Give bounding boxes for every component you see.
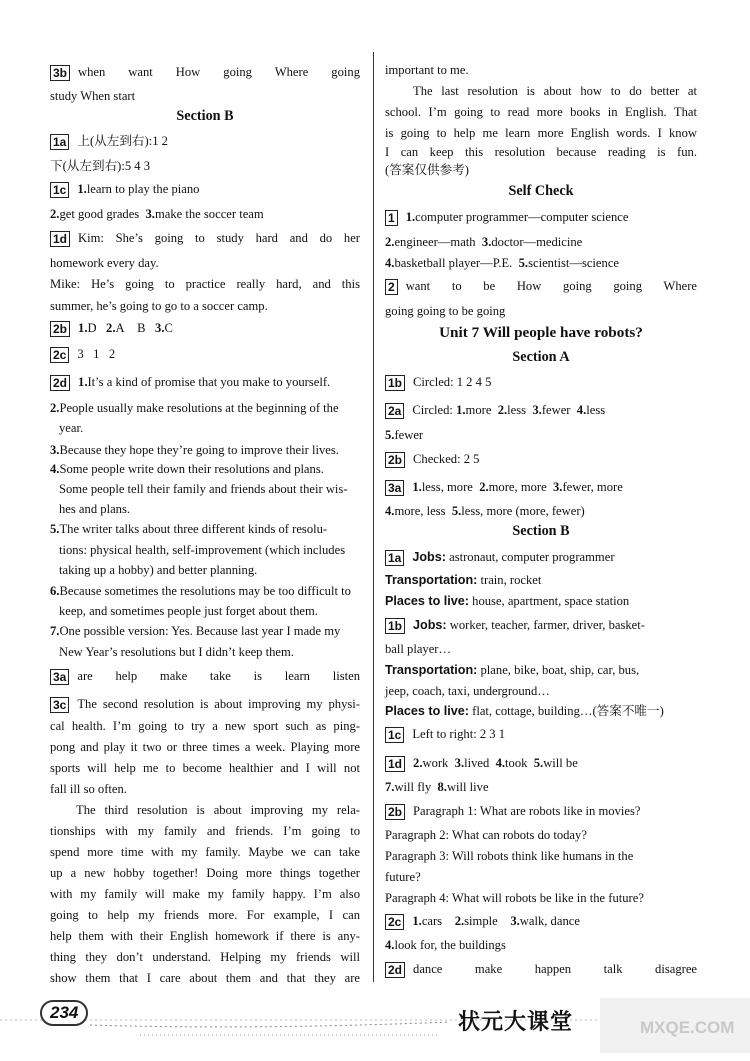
text: Paragraph 1: What are robots like in movies? — [413, 804, 641, 818]
line: up a new hobby together! Doing more things together — [50, 866, 360, 880]
line: summer, he’s going to go to a soccer camp. — [50, 299, 268, 313]
text: scientist—science — [528, 256, 620, 270]
exercise-box-2d: 2d — [50, 375, 70, 391]
answer: less — [586, 403, 606, 417]
answer: took — [505, 756, 528, 770]
line-3a-a: 3a 1.less, more 2.more, more 3.fewer, more — [385, 479, 623, 496]
line: Paragraph 4: What will robots be like in the future? — [385, 891, 644, 905]
line: school. I’m going to read more books in English. That — [385, 105, 697, 119]
section-b2-heading: Section B — [512, 523, 570, 539]
line: with my family will make my family happy. I’m also — [50, 887, 360, 901]
line: 5.fewer — [385, 428, 424, 442]
line: 4.basketball player—P.E. 5.scientist—science — [385, 256, 620, 270]
exercise-box-2b: 2b — [385, 804, 405, 820]
exercise-box-1d: 1d — [385, 756, 405, 772]
text: 3 1 2 — [77, 347, 116, 361]
text: want to be How going going Where — [405, 279, 697, 293]
answer: will live — [446, 780, 489, 794]
line: 2.engineer—math 3.doctor—medicine — [385, 235, 583, 249]
text: Some people write down their resolutions and plans. — [59, 462, 324, 476]
exercise-box-2d: 2d — [385, 962, 405, 978]
exercise-box-1b: 1b — [385, 375, 405, 391]
text: Circled: — [412, 403, 457, 417]
line-1a-b — [385, 549, 615, 566]
watermark: MXQE.COM — [640, 1018, 735, 1037]
page-number: 234 — [40, 1000, 88, 1026]
line: homework every day. — [50, 256, 159, 270]
text: dance make happen talk disagree — [413, 962, 697, 976]
text: when want How going Where going — [78, 65, 360, 79]
line: tions: physical health, self-improvement (which includes — [59, 543, 346, 557]
line: 5.The writer talks about three different kinds of resolu- — [50, 522, 328, 536]
answer: less — [507, 403, 527, 417]
text: Checked: 2 5 — [413, 452, 480, 466]
exercise-box-1b: 1b — [385, 618, 405, 634]
line-sc2 — [385, 278, 697, 295]
line-1b — [385, 374, 491, 391]
exercise-box-3b: 3b — [50, 65, 70, 81]
exercise-box-1a: 1a — [385, 550, 404, 566]
line-1c: 1c 1.learn to play the piano — [50, 181, 199, 198]
line-2c — [50, 346, 115, 363]
answer: more, more — [488, 480, 547, 494]
line: (答案仅供参考) — [385, 163, 469, 177]
line-2b-a — [385, 451, 479, 468]
line: hes and plans. — [59, 502, 130, 516]
line: fall ill so often. — [50, 782, 127, 796]
text: Kim: She’s going to study hard and do her — [78, 231, 360, 245]
answer: fewer — [394, 428, 424, 442]
line — [385, 662, 639, 678]
text: get good grades — [59, 207, 140, 221]
exercise-box-2b: 2b — [385, 452, 405, 468]
unit-7-heading: Unit 7 Will people have robots? — [439, 324, 643, 341]
line: Mike: He’s going to practice really hard, and this — [50, 277, 360, 291]
brand-logo: 状元大课堂 — [458, 1010, 574, 1035]
exercise-box-2a: 2a — [385, 403, 404, 419]
text: Circled: 1 2 4 5 — [413, 375, 492, 389]
line: keep, and sometimes people just forget about them. — [59, 604, 318, 618]
line: Paragraph 2: What can robots do today? — [385, 828, 587, 842]
line: spend more time with my family. Maybe we can take — [50, 845, 360, 859]
answer: look for, the buildings — [394, 938, 506, 952]
line-2a: 2a Circled: 1.more 2.less 3.fewer 4.less — [385, 402, 605, 419]
text: house, apartment, space station — [469, 594, 630, 608]
line: 2.People usually make resolutions at the beginning of the — [50, 401, 339, 415]
line: I can keep this resolution because reading is fun. — [385, 145, 697, 159]
line: The third resolution is about improving my rela- — [76, 803, 360, 817]
text: Because they hope they’re going to improve their lives. — [59, 443, 339, 457]
answer: walk, dance — [519, 914, 580, 928]
line: 7.will fly 8.will live — [385, 780, 489, 794]
line-2d: 2d 1.It’s a kind of promise that you make to yourself. — [50, 374, 330, 391]
line: jeep, coach, taxi, underground… — [385, 684, 550, 698]
answer: less, more (more, fewer) — [461, 504, 585, 518]
label: Places to live: — [385, 594, 469, 608]
line: cal health. I’m going to try a new sport such as ping- — [50, 719, 360, 733]
exercise-box-1d: 1d — [50, 231, 70, 247]
line: important to me. — [385, 63, 469, 77]
line: going to help my friends more. For example, I can — [50, 908, 360, 922]
answer: more — [465, 403, 492, 417]
line-1b-b — [385, 617, 645, 634]
line — [385, 593, 629, 609]
text: astronaut, computer programmer — [445, 550, 615, 564]
exercise-box-2: 2 — [385, 279, 398, 295]
label: Transportation: — [385, 663, 478, 677]
text: The second resolution is about improving my physi- — [77, 697, 360, 711]
line: future? — [385, 870, 421, 884]
line: help them with their English homework if there is any- — [50, 929, 360, 943]
text: Left to right: 2 3 1 — [412, 727, 506, 741]
line: 4.look for, the buildings — [385, 938, 506, 952]
line: Some people tell their family and friends about their wis- — [59, 482, 348, 496]
line: study When start — [50, 89, 136, 103]
text: learn to play the piano — [86, 182, 200, 196]
exercise-box-2c: 2c — [385, 914, 404, 930]
answer: more, less — [394, 504, 446, 518]
text: 上(从左到右):1 2 — [77, 134, 168, 148]
line: New Year’s resolutions but I didn’t keep them. — [59, 645, 294, 659]
answer: fewer, more — [562, 480, 623, 494]
line — [385, 703, 664, 719]
exercise-box-1a: 1a — [50, 134, 69, 150]
line-1c-b — [385, 726, 505, 743]
line: The last resolution is about how to do better at — [413, 84, 697, 98]
line: 7.One possible version: Yes. Because last year I made my — [50, 624, 341, 638]
line-3c — [50, 696, 360, 713]
line: 下(从左到右):5 4 3 — [50, 159, 151, 173]
text: It’s a kind of promise that you make to yourself. — [87, 375, 331, 389]
line-2b-b — [385, 803, 640, 820]
exercise-box-3a: 3a — [385, 480, 404, 496]
line-2b: 2b 1.D 2.A B 3.C — [50, 320, 173, 337]
line: going going to be going — [385, 304, 506, 318]
text: People usually make resolutions at the beginning of the — [59, 401, 339, 415]
text: computer programmer—computer science — [415, 210, 629, 224]
text: Because sometimes the resolutions may be too difficult to — [59, 584, 351, 598]
exercise-box-1c: 1c — [385, 727, 404, 743]
line: 4.Some people write down their resolutions and plans. — [50, 462, 324, 476]
self-check-heading: Self Check — [508, 183, 574, 199]
section-b-heading: Section B — [176, 108, 234, 124]
line-1d-b: 1d 2.work 3.lived 4.took 5.will be — [385, 755, 578, 772]
text: doctor—medicine — [491, 235, 583, 249]
line — [385, 572, 541, 588]
label: Transportation: — [385, 573, 478, 587]
line: show them that I care about them and that they are — [50, 971, 360, 985]
label: Places to live: — [385, 704, 469, 718]
column-divider — [373, 52, 374, 982]
line-1d — [50, 230, 360, 247]
text: The writer talks about three different kinds of resolu- — [59, 522, 328, 536]
answer: will fly — [394, 780, 432, 794]
exercise-box-3a: 3a — [50, 669, 69, 685]
text: One possible version: Yes. Because last year I made my — [59, 624, 341, 638]
exercise-box-1c: 1c — [50, 182, 69, 198]
exercise-box-2b: 2b — [50, 321, 70, 337]
line: Paragraph 3: Will robots think like humans in the — [385, 849, 634, 863]
line: year. — [59, 421, 84, 435]
line: is going to help me learn more English words. I know — [385, 126, 697, 140]
answer: fewer — [541, 403, 571, 417]
answer: less, more — [421, 480, 473, 494]
text: basketball player—P.E. — [394, 256, 513, 270]
text: engineer—math — [394, 235, 476, 249]
answer: will be — [543, 756, 578, 770]
line: 2.get good grades 3.make the soccer team — [50, 207, 264, 221]
answer: work — [422, 756, 449, 770]
line: ball player… — [385, 642, 452, 656]
exercise-box-3c: 3c — [50, 697, 69, 713]
line: 4.more, less 5.less, more (more, fewer) — [385, 504, 585, 518]
exercise-box-1: 1 — [385, 210, 398, 226]
line: tionships with my family and friends. I’m going to — [50, 824, 360, 838]
answer: lived — [464, 756, 490, 770]
line-3b — [50, 64, 360, 81]
line-3a — [50, 668, 360, 685]
line: thing they don’t understand. Helping my friends will — [50, 950, 360, 964]
label: Jobs: — [413, 618, 447, 632]
line: sports will help me to become healthier and I will not — [50, 761, 360, 775]
text: worker, teacher, farmer, driver, basket- — [446, 618, 645, 632]
text: plane, bike, boat, ship, car, bus, — [477, 663, 640, 677]
exercise-box-2c: 2c — [50, 347, 69, 363]
answer: cars — [421, 914, 443, 928]
line: 6.Because sometimes the resolutions may be too difficult to — [50, 584, 351, 598]
text: flat, cottage, building…(答案不唯一) — [469, 704, 664, 718]
answer: simple — [464, 914, 498, 928]
label: Jobs: — [412, 550, 446, 564]
line: 3.Because they hope they’re going to improve their lives. — [50, 443, 339, 457]
line-2d-b — [385, 961, 697, 978]
line-1a — [50, 133, 168, 150]
text: train, rocket — [477, 573, 542, 587]
text: are help make take is learn listen — [77, 669, 360, 683]
text: make the soccer team — [154, 207, 264, 221]
line: taking up a hobby) and better planning. — [59, 563, 258, 577]
footer-decoration — [0, 990, 750, 1061]
section-a-heading: Section A — [512, 349, 570, 365]
line-2c-b: 2c 1.cars 2.simple 3.walk, dance — [385, 913, 580, 930]
line: pong and play it two or three times a week. Playing more — [50, 740, 360, 754]
line-sc1: 1 1.computer programmer—computer science — [385, 209, 628, 226]
